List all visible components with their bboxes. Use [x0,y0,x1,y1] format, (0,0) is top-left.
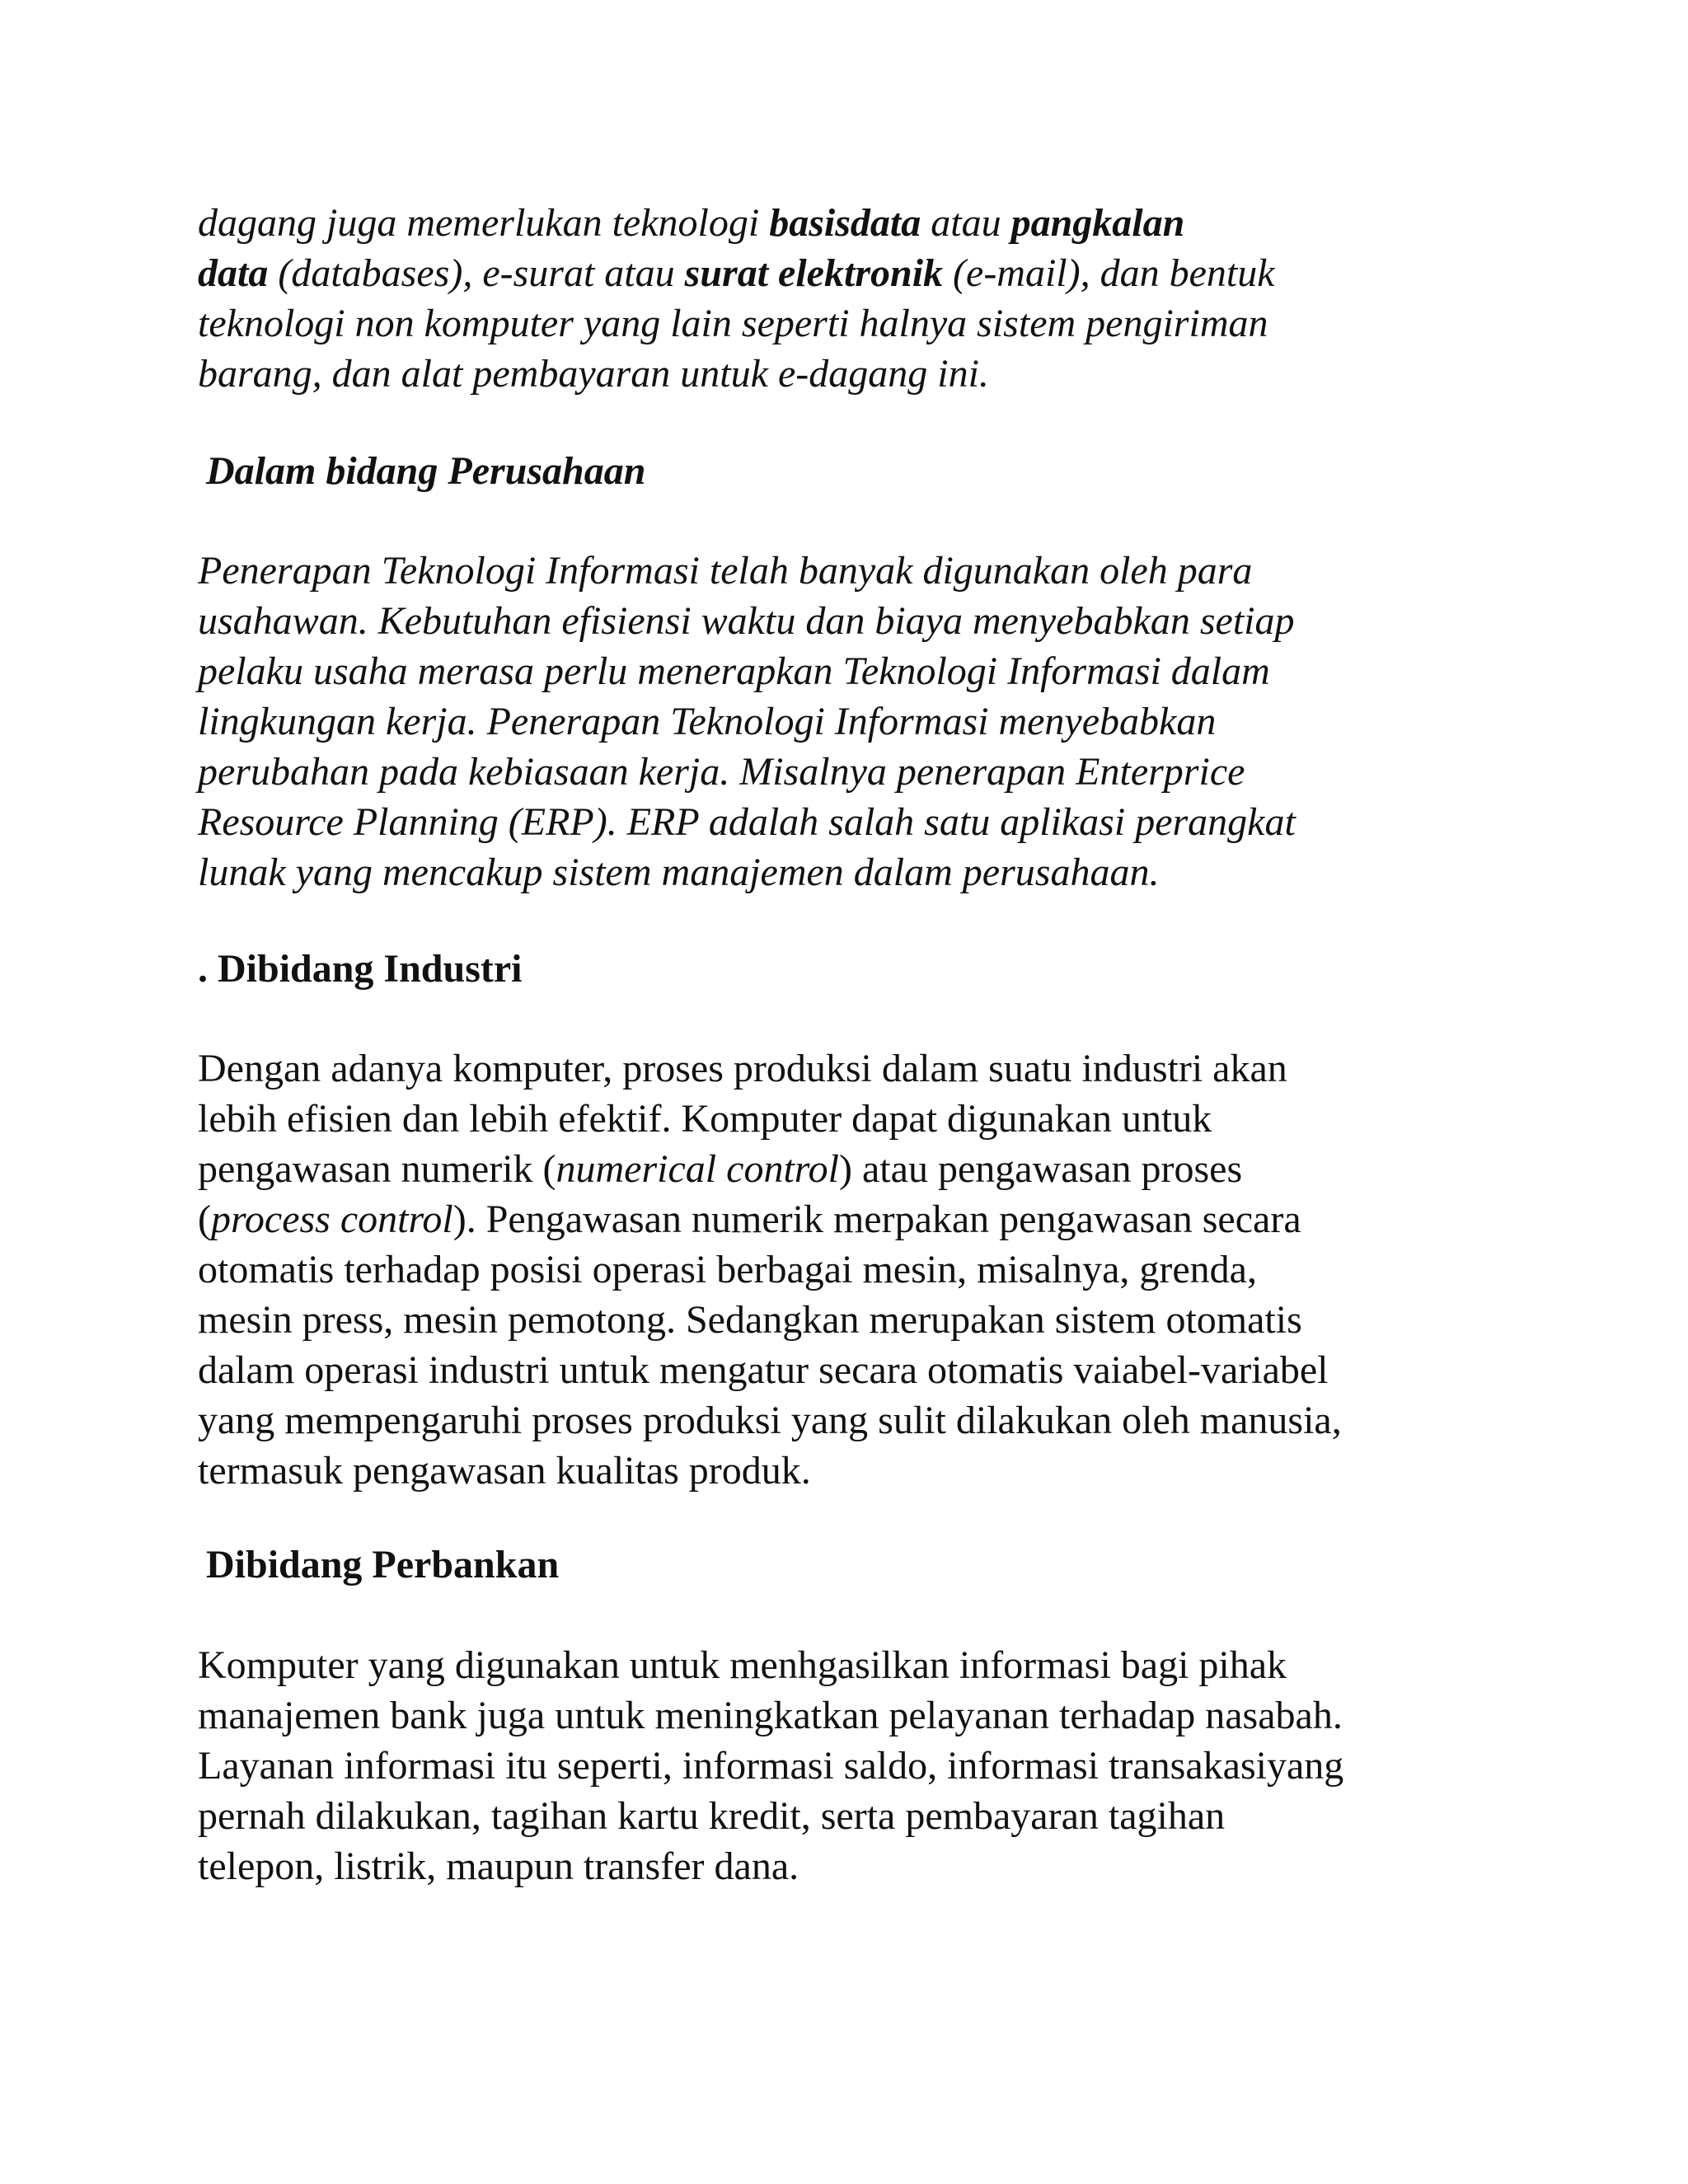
text-run: (e-mail), dan bentuk [943,251,1275,295]
text-run: (databases), e-surat atau [268,251,685,295]
paragraph-line: perubahan pada kebiasaan kerja. Misalnya penerapan Enterprice [198,750,1245,794]
text-run: atau [921,201,1011,245]
paragraph-line [198,198,1275,248]
bold-term-surat-elektronik: surat elektronik [684,251,944,295]
bold-term-data: data [198,251,269,295]
paragraph-line: lingkungan kerja. Penerapan Teknologi Informasi menyebabkan [198,700,1217,743]
paragraph-line: dalam operasi industri untuk mengatur secara otomatis vaiabel-variabel [198,1348,1329,1392]
paragraph-line [198,248,1275,298]
paragraph-line [198,1144,1342,1194]
paragraph-industri [198,1043,1342,1496]
text-run: pengawasan numerik ( [198,1147,556,1191]
paragraph-line: teknologi non komputer yang lain seperti halnya sistem pengiriman [198,302,1268,345]
paragraph-line: barang, dan alat pembayaran untuk e-dagang ini. [198,352,989,396]
paragraph-line: otomatis terhadap posisi operasi berbagai mesin, misalnya, grenda, [198,1248,1257,1291]
italic-term-process-control: process control [210,1197,453,1241]
paragraph-line: telepon, listrik, maupun transfer dana. [198,1844,799,1888]
paragraph-line: mesin press, mesin pemotong. Sedangkan merupakan sistem otomatis [198,1298,1302,1342]
paragraph-line: yang mempengaruhi proses produksi yang sulit dilakukan oleh manusia, [198,1399,1342,1442]
paragraph-perbankan [198,1640,1343,1891]
paragraph-line: Penerapan Teknologi Informasi telah banyak digunakan oleh para [198,549,1253,593]
paragraph-line: usahawan. Kebutuhan efisiensi waktu dan biaya menyebabkan setiap [198,599,1295,643]
bold-term-pangkalan: pangkalan [1010,201,1185,245]
paragraph-line: Dengan adanya komputer, proses produksi dalam suatu industri akan [198,1047,1287,1090]
paragraph-line [198,1194,1342,1244]
paragraph-line: termasuk pengawasan kualitas produk. [198,1449,811,1493]
heading-industri: . Dibidang Industri [198,947,523,991]
paragraph-line: pernah dilakukan, tagihan kartu kredit, serta pembayaran tagihan [198,1794,1226,1838]
italic-term-numerical-control: numerical control [556,1147,840,1191]
paragraph-line: pelaku usaha merasa perlu menerapkan Teknologi Informasi dalam [198,649,1270,693]
text-run: ). Pengawasan numerik merpakan pengawasan secara [452,1197,1301,1241]
heading-perbankan: Dibidang Perbankan [206,1543,560,1586]
bold-term-basisdata: basisdata [769,201,921,245]
paragraph-perusahaan [198,546,1296,898]
paragraph-line: lebih efisien dan lebih efektif. Komputer dapat digunakan untuk [198,1097,1212,1141]
paragraph-ecommerce-technology [198,198,1275,399]
paragraph-line: Layanan informasi itu seperti, informasi saldo, informasi transakasiyang [198,1744,1344,1788]
paragraph-line: Resource Planning (ERP). ERP adalah salah satu aplikasi perangkat [198,800,1296,844]
text-run: ( [198,1197,211,1241]
text-run: ) atau pengawasan proses [839,1147,1243,1191]
text-run: dagang juga memerlukan teknologi [198,201,770,245]
heading-perusahaan: Dalam bidang Perusahaan [206,449,646,493]
paragraph-line: lunak yang mencakup sistem manajemen dalam perusahaan. [198,851,1160,894]
paragraph-line: Komputer yang digunakan untuk menhgasilkan informasi bagi pihak [198,1643,1287,1687]
paragraph-line: manajemen bank juga untuk meningkatkan pelayanan terhadap nasabah. [198,1694,1343,1737]
